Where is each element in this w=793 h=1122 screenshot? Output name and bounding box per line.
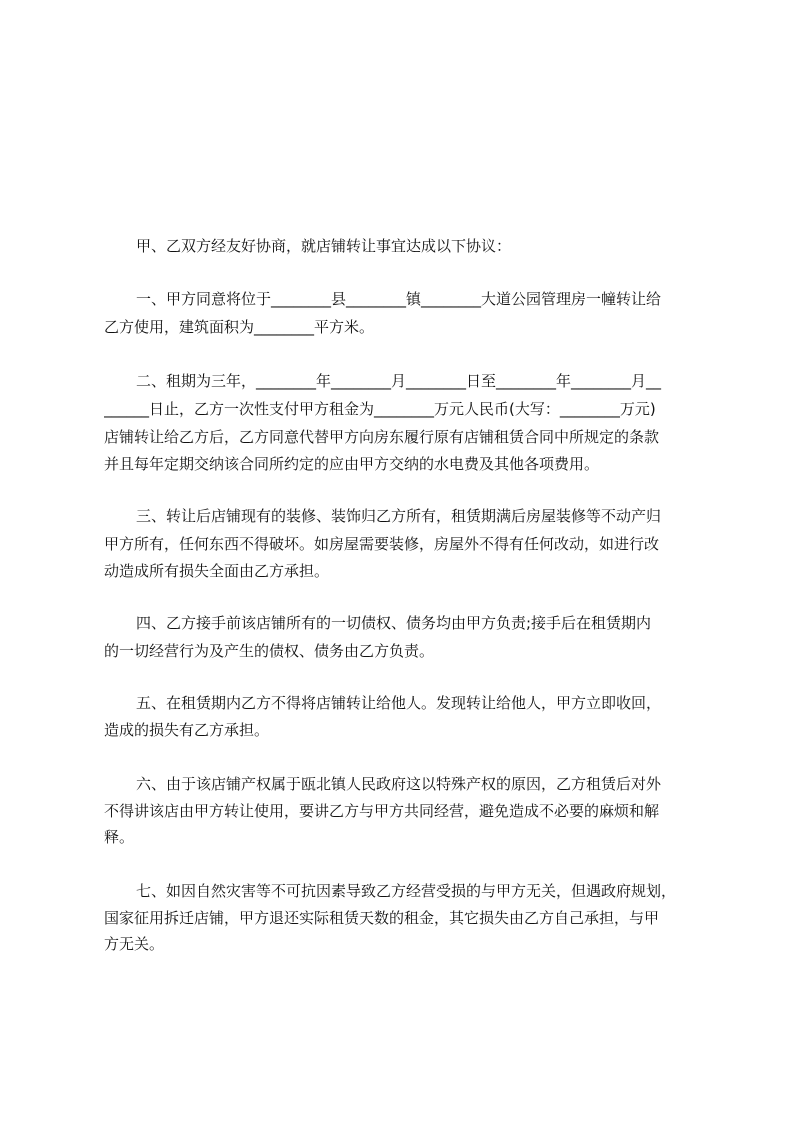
clause-3-line-1: 三、转让后店铺现有的装修、装饰归乙方所有，租赁期满后房屋装修等不动产归 bbox=[136, 507, 662, 525]
transferee-line bbox=[0, 183, 793, 205]
clause-2-line-3: 店铺转让给乙方后，乙方同意代替甲方向房东履行原有店铺租赁合同中所规定的条款 bbox=[104, 428, 660, 446]
preamble: 甲、乙双方经友好协商，就店铺转让事宜达成以下协议： bbox=[136, 237, 512, 255]
clause-2-line-4: 并且每年定期交纳该合同所约定的应由甲方交纳的水电费及其他各项费用。 bbox=[104, 455, 600, 473]
clause-5-line-2: 造成的损失有乙方承担。 bbox=[104, 721, 270, 739]
clause-5-line-1: 五、在租赁期内乙方不得将店铺转让给他人。发现转让给他人，甲方立即收回， bbox=[136, 694, 662, 712]
clause-2-line-2: ______日止，乙方一次性支付甲方租金为________万元人民币(大写：________万元) bbox=[104, 400, 656, 418]
transferor-line bbox=[0, 131, 793, 153]
clause-3-line-3: 动造成所有损失全面由乙方承担。 bbox=[104, 562, 330, 580]
clause-6-line-1: 六、由于该店铺产权属于瓯北镇人民政府这以特殊产权的原因，乙方租赁后对外 bbox=[136, 775, 662, 793]
clause-2-line-1: 二、租期为三年，________年________月________日至________年________月__ bbox=[136, 372, 662, 390]
clause-7-line-1: 七、如因自然灾害等不可抗因素导致乙方经营受损的与甲方无关，但遇政府规划， bbox=[136, 882, 677, 900]
clause-4-line-1: 四、乙方接手前该店铺所有的一切债权、债务均由甲方负责;接手后在租赁期内 bbox=[136, 614, 652, 632]
clause-1-line-2: 乙方使用，建筑面积为________平方米。 bbox=[104, 318, 375, 336]
clause-7-line-3: 方无关。 bbox=[104, 935, 165, 953]
clause-1-line-1: 一、甲方同意将位于________县________镇________大道公园管理房一幢转让给 bbox=[136, 290, 662, 308]
clause-4-line-2: 的一切经营行为及产生的债权、债务由乙方负责。 bbox=[104, 642, 435, 660]
clause-7-line-2: 国家征用拆迁店铺，甲方退还实际租赁天数的租金，其它损失由乙方自己承担，与甲 bbox=[104, 909, 660, 927]
clause-3-line-2: 甲方所有，任何东西不得破坏。如房屋需要装修，房屋外不得有任何改动，如进行改 bbox=[104, 535, 660, 553]
clause-6-line-2: 不得讲该店由甲方转让使用，要讲乙方与甲方共同经营，避免造成不必要的麻烦和解 bbox=[104, 802, 660, 820]
clause-6-line-3: 释。 bbox=[104, 828, 135, 846]
